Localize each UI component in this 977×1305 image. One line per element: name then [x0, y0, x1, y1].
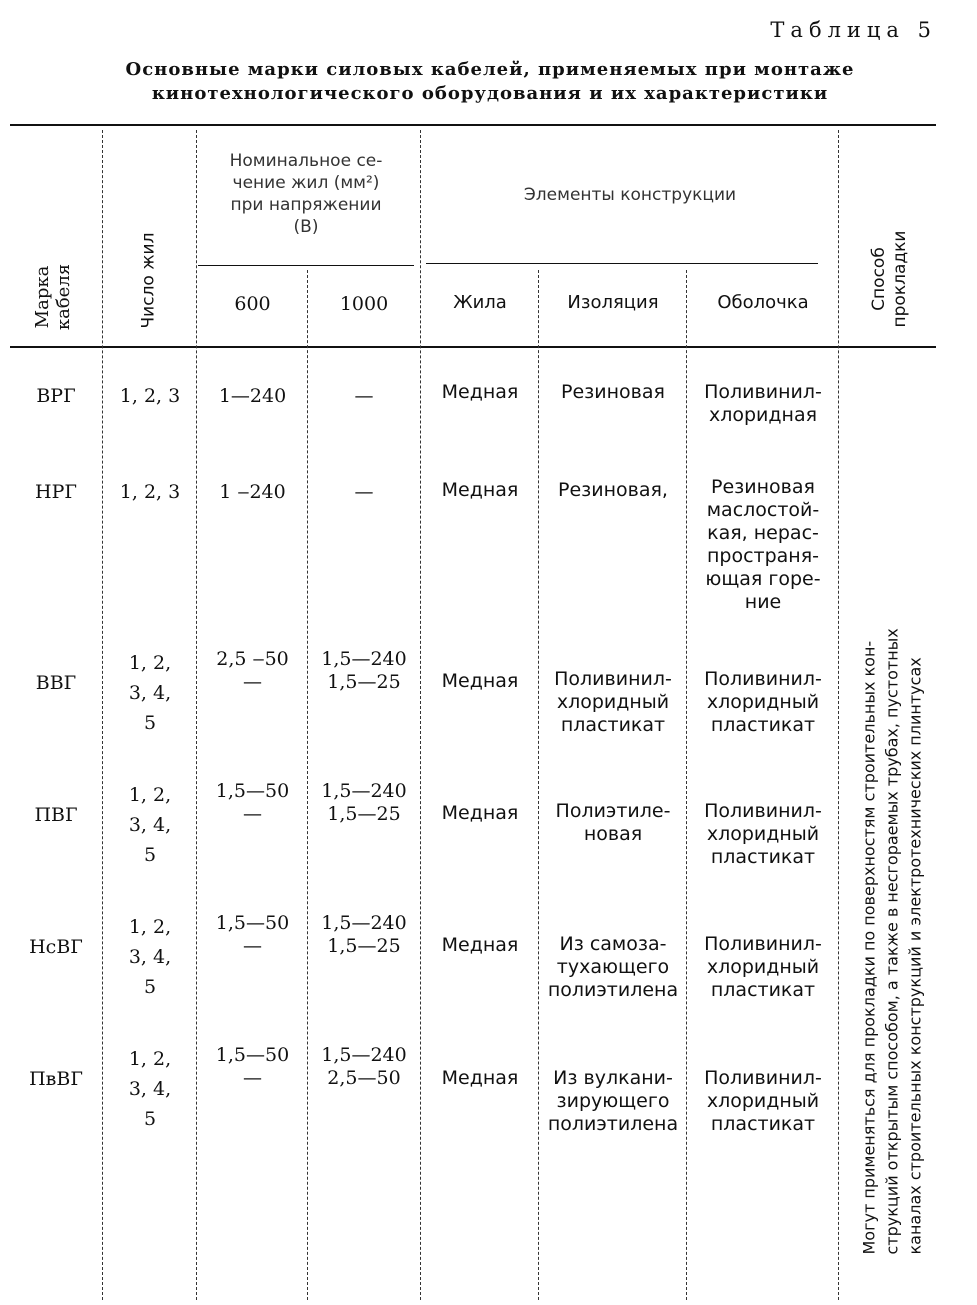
section-sub-rule — [198, 265, 414, 266]
row-5-v600: 1,5—50 — — [215, 1044, 290, 1089]
row-2-sheath: Поливинил- хлоридный пластикат — [704, 668, 822, 736]
header-core: Жила — [453, 292, 507, 313]
row-0-insulation: Резиновая — [561, 381, 665, 403]
header-elements: Элементы конструкции — [523, 185, 737, 205]
row-4-v600: 1,5—50 — — [215, 912, 290, 957]
header-section: Номинальное се- чение жил (мм²) при напряжении (В) — [229, 151, 383, 237]
row-3-sheath: Поливинил- хлоридный пластикат — [704, 800, 822, 868]
row-2-insulation: Поливинил- хлоридный пластикат — [554, 668, 672, 736]
elements-sub-rule — [426, 263, 818, 264]
row-5-insulation: Из вулкани- зирующего полиэтилена — [547, 1067, 679, 1135]
col-sep-5 — [538, 270, 540, 1300]
row-1-v600: 1 ‒240 — [219, 481, 286, 503]
row-0-v600: 1—240 — [218, 385, 287, 407]
row-1-brand: НРГ — [35, 481, 77, 503]
row-5-brand: ПвВГ — [29, 1068, 83, 1090]
row-0-core: Медная — [441, 381, 519, 403]
row-3-v600: 1,5—50 — — [215, 780, 290, 825]
row-3-v1000: 1,5—240 1,5—25 — [321, 780, 407, 825]
row-3-core: Медная — [441, 802, 519, 824]
row-4-insulation: Из самоза- тухающего полиэтилена — [547, 933, 679, 1001]
row-2-brand: ВВГ — [35, 672, 77, 694]
method-text: Могут применяться для прокладки по поверхностям строительных кон- струкций открытым способом, а также в несгораемых трубах, пустотных каналах строительных конструкций и электротехнических плинтусах — [859, 628, 925, 1255]
row-1-insulation: Резиновая, — [558, 479, 668, 501]
header-v600: 600 — [234, 293, 271, 315]
row-2-core: Медная — [441, 670, 519, 692]
row-0-v1000: — — [354, 385, 374, 407]
header-bottom-rule — [10, 346, 936, 348]
row-0-cores: 1, 2, 3 — [119, 385, 181, 407]
row-3-cores: 1, 2, 3, 4, 5 — [128, 784, 172, 866]
row-0-sheath: Поливинил- хлоридная — [704, 381, 822, 426]
row-2-v1000: 1,5—240 1,5—25 — [321, 648, 407, 693]
row-4-sheath: Поливинил- хлоридный пластикат — [704, 933, 822, 1001]
header-insulation: Изоляция — [567, 292, 659, 313]
title-line-1: Основные марки силовых кабелей, применяемых при монтаже — [125, 59, 855, 80]
row-1-v1000: — — [354, 481, 374, 503]
row-2-cores: 1, 2, 3, 4, 5 — [128, 652, 172, 734]
row-2-v600: 2,5 ‒50 — — [216, 648, 289, 693]
header-v1000: 1000 — [339, 293, 389, 315]
header-sheath: Оболочка — [717, 292, 809, 313]
row-4-core: Медная — [441, 934, 519, 956]
top-rule — [10, 124, 936, 126]
header-method: Способ прокладки — [869, 230, 910, 328]
header-brand: Марка кабеля — [32, 263, 74, 331]
row-1-core: Медная — [441, 479, 519, 501]
header-cores: Число жил — [138, 232, 159, 329]
row-5-cores: 1, 2, 3, 4, 5 — [128, 1048, 172, 1130]
row-1-sheath: Резиновая маслостой- кая, нерас- пространя- ющая горе- ние — [705, 476, 821, 613]
title-line-2: кинотехнологического оборудования и их характеристики — [151, 83, 829, 104]
row-3-insulation: Полиэтиле- новая — [555, 800, 671, 845]
col-sep-7 — [838, 130, 840, 1300]
row-0-brand: ВРГ — [36, 385, 76, 407]
table-title — [60, 58, 920, 106]
row-3-brand: ПВГ — [34, 804, 78, 826]
row-5-core: Медная — [441, 1067, 519, 1089]
row-4-cores: 1, 2, 3, 4, 5 — [128, 916, 172, 998]
table-label: Таблица 5 — [770, 18, 937, 42]
row-1-cores: 1, 2, 3 — [119, 481, 181, 503]
row-4-v1000: 1,5—240 1,5—25 — [321, 912, 407, 957]
row-4-brand: НсВГ — [29, 936, 83, 958]
row-5-v1000: 1,5—240 2,5—50 — [321, 1044, 407, 1089]
row-5-sheath: Поливинил- хлоридный пластикат — [704, 1067, 822, 1135]
